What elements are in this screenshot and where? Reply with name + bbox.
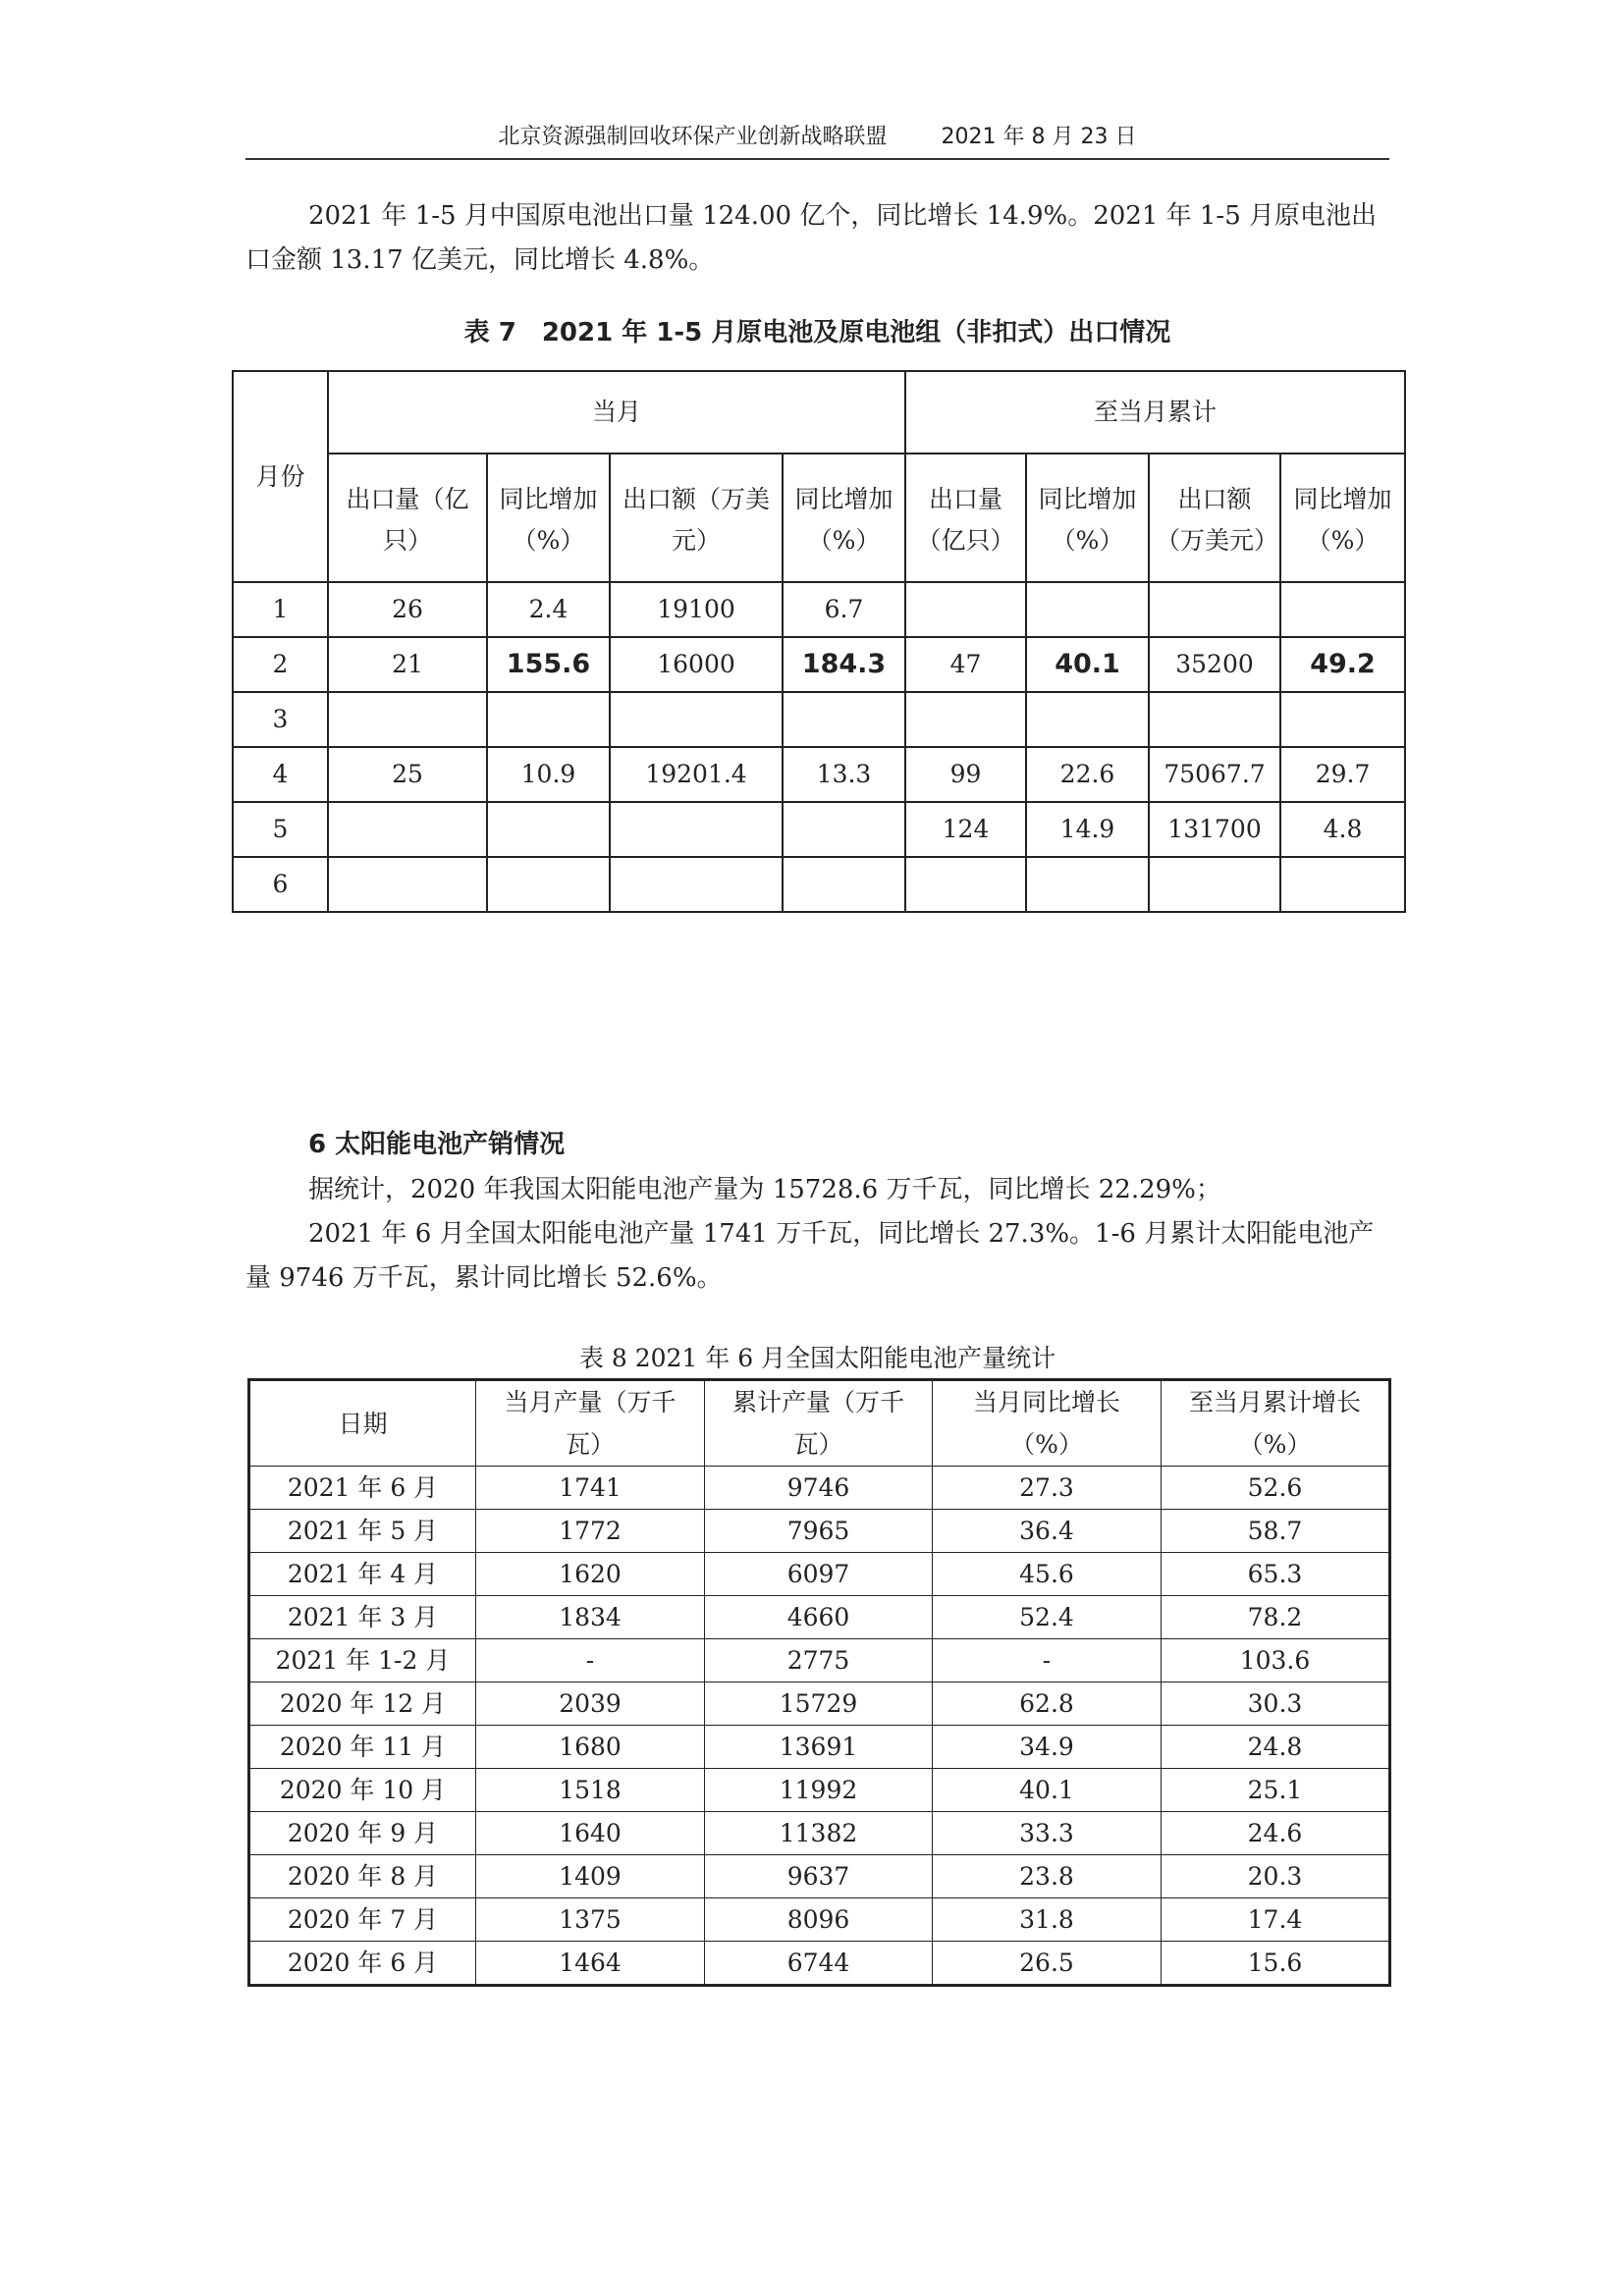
table8-cell: 1620 [476, 1553, 705, 1596]
table7 [232, 370, 1406, 913]
section6-para2: 2021 年 6 月全国太阳能电池产量 1741 万千瓦，同比增长 27.3%。1-6 月累计太阳能电池产量 9746 万千瓦，累计同比增长 52.6%。 [245, 1219, 1375, 1293]
table8-col-header-label: 当月产量（万千瓦） [504, 1388, 677, 1459]
table7-cell: 29.7 [1280, 747, 1405, 802]
header-org: 北京资源强制回收环保产业创新战略联盟 [498, 125, 888, 149]
table7-cell [610, 692, 783, 747]
table7-row [233, 747, 1405, 802]
table8-cell: 17.4 [1162, 1898, 1390, 1942]
table7-cell [328, 857, 487, 912]
table7-cell: 10.9 [487, 747, 610, 802]
table7-cell: 22.6 [1026, 747, 1149, 802]
table8-row [249, 1812, 1390, 1855]
table8-cell: 31.8 [933, 1898, 1162, 1942]
table8-date-cell: 2020 年 10 月 [249, 1769, 476, 1812]
page-header [245, 120, 1389, 160]
table7-row [233, 637, 1405, 692]
table8-cell: 40.1 [933, 1769, 1162, 1812]
table8-cell: 6097 [705, 1553, 933, 1596]
table7-body [233, 582, 1405, 912]
table8-col-header [249, 1380, 476, 1467]
table8-cell: 1518 [476, 1769, 705, 1812]
table7-col-header-label: 同比增加（%） [794, 484, 893, 555]
table7-group-cumulative: 至当月累计 [905, 371, 1405, 454]
table7-col-header-label: 出口量（亿只） [916, 484, 1015, 555]
table8-cell: - [476, 1639, 705, 1682]
table8-row [249, 1942, 1390, 1986]
table8-date-cell: 2021 年 5 月 [249, 1510, 476, 1553]
table8-row [249, 1726, 1390, 1769]
table8-cell: 7965 [705, 1510, 933, 1553]
table8-cell: 34.9 [933, 1726, 1162, 1769]
table7-cell [328, 802, 487, 857]
table8-header-row [249, 1380, 1390, 1467]
header-date: 2021 年 8 月 23 日 [941, 125, 1137, 149]
section6-para1: 据统计，2020 年我国太阳能电池产量为 15728.6 万千瓦，同比增长 22.29%； [308, 1175, 1221, 1204]
intro-paragraph: 2021 年 1-5 月中国原电池出口量 124.00 亿个，同比增长 14.9%。2021 年 1-5 月原电池出口金额 13.17 亿美元，同比增长 4.8%。 [245, 201, 1378, 275]
table7-cell [1280, 582, 1405, 637]
table7-col-header [1149, 454, 1280, 582]
table7-cell: 35200 [1149, 637, 1280, 692]
table8-date-cell: 2020 年 12 月 [249, 1682, 476, 1726]
table8-cell: 15.6 [1162, 1942, 1390, 1986]
table7-cell: 124 [905, 802, 1026, 857]
table8-cell: 4660 [705, 1596, 933, 1639]
table8-cell: 24.6 [1162, 1812, 1390, 1855]
table7-cell [905, 582, 1026, 637]
table7-month-cell: 6 [233, 857, 328, 912]
table7-cell [1026, 692, 1149, 747]
table8-cell: 1680 [476, 1726, 705, 1769]
table8-cell: - [933, 1639, 1162, 1682]
table7-cell [487, 857, 610, 912]
table8-cell: 33.3 [933, 1812, 1162, 1855]
table7-cell [610, 802, 783, 857]
table8-cell: 25.1 [1162, 1769, 1390, 1812]
table7-cell: 99 [905, 747, 1026, 802]
table7-cell [783, 857, 905, 912]
table8-cell: 1772 [476, 1510, 705, 1553]
table8-date-cell: 2021 年 6 月 [249, 1467, 476, 1510]
table8-col-header [1162, 1380, 1390, 1467]
table7-cell: 40.1 [1026, 637, 1149, 692]
table8-cell: 6744 [705, 1942, 933, 1986]
table8-cell: 52.6 [1162, 1467, 1390, 1510]
table7-month-header: 月份 [233, 371, 328, 582]
table8-col-header [476, 1380, 705, 1467]
table8-cell: 20.3 [1162, 1855, 1390, 1898]
table7-caption: 表 7 2021 年 1-5 月原电池及原电池组（非扣式）出口情况 [463, 318, 1171, 347]
table8-cell: 27.3 [933, 1467, 1162, 1510]
table7-cell: 49.2 [1280, 637, 1405, 692]
table7-cell [487, 802, 610, 857]
table8-cell: 11382 [705, 1812, 933, 1855]
table7-cell [783, 802, 905, 857]
table8-cell: 11992 [705, 1769, 933, 1812]
table7-col-header [1280, 454, 1405, 582]
table7-col-header-label: 同比增加（%） [499, 484, 598, 555]
table7-col-header-label: 同比增加（%） [1293, 484, 1392, 555]
table7-cell [1149, 582, 1280, 637]
table8-cell: 58.7 [1162, 1510, 1390, 1553]
table8-date-cell: 2021 年 4 月 [249, 1553, 476, 1596]
table7-cell: 19100 [610, 582, 783, 637]
table8-cell: 2039 [476, 1682, 705, 1726]
table8-cell: 45.6 [933, 1553, 1162, 1596]
table7-row [233, 692, 1405, 747]
table7-month-cell: 4 [233, 747, 328, 802]
table7-col-header [905, 454, 1026, 582]
table8-cell: 36.4 [933, 1510, 1162, 1553]
table7-col-header-label: 出口额（万美元） [1156, 484, 1279, 555]
table7-month-cell: 5 [233, 802, 328, 857]
table8-cell: 1741 [476, 1467, 705, 1510]
table8-cell: 23.8 [933, 1855, 1162, 1898]
table8-cell: 65.3 [1162, 1553, 1390, 1596]
table8-row [249, 1596, 1390, 1639]
table8-col-header-label: 当月同比增长（%） [972, 1388, 1120, 1459]
table7-cell: 6.7 [783, 582, 905, 637]
table7-cell: 25 [328, 747, 487, 802]
table8-cell: 9637 [705, 1855, 933, 1898]
table8-cell: 13691 [705, 1726, 933, 1769]
table7-month-cell: 1 [233, 582, 328, 637]
table7-column-headers [233, 454, 1405, 582]
table7-cell: 16000 [610, 637, 783, 692]
table7-cell: 155.6 [487, 637, 610, 692]
section6-heading: 6 太阳能电池产销情况 [308, 1130, 566, 1159]
table8-col-header-label: 日期 [338, 1409, 388, 1438]
table8-col-header [705, 1380, 933, 1467]
table7-cell [1026, 857, 1149, 912]
table8-cell: 1375 [476, 1898, 705, 1942]
table8-cell: 15729 [705, 1682, 933, 1726]
table8-date-cell: 2021 年 1-2 月 [249, 1639, 476, 1682]
table7-col-header [487, 454, 610, 582]
table8-cell: 1409 [476, 1855, 705, 1898]
table7-cell: 131700 [1149, 802, 1280, 857]
table8-cell: 78.2 [1162, 1596, 1390, 1639]
table7-col-header [783, 454, 905, 582]
table8-caption: 表 8 2021 年 6 月全国太阳能电池产量统计 [578, 1344, 1056, 1372]
table7-col-header-label: 出口量（亿只） [346, 484, 469, 555]
table8-date-cell: 2020 年 8 月 [249, 1855, 476, 1898]
table7-col-header [1026, 454, 1149, 582]
table8-body [249, 1467, 1390, 1986]
table8-row [249, 1682, 1390, 1726]
table8-col-header-label: 至当月累计增长（%） [1188, 1388, 1361, 1459]
table7-cell: 14.9 [1026, 802, 1149, 857]
table8-date-cell: 2020 年 9 月 [249, 1812, 476, 1855]
table8-col-header-label: 累计产量（万千瓦） [731, 1388, 904, 1459]
table8-cell: 30.3 [1162, 1682, 1390, 1726]
table8-cell: 1640 [476, 1812, 705, 1855]
table7-cell: 75067.7 [1149, 747, 1280, 802]
table8-row [249, 1639, 1390, 1682]
table8-cell: 1834 [476, 1596, 705, 1639]
table7-cell: 2.4 [487, 582, 610, 637]
table7-cell [783, 692, 905, 747]
table7-cell [1149, 692, 1280, 747]
table7-cell [328, 692, 487, 747]
table7-cell: 26 [328, 582, 487, 637]
table8 [247, 1378, 1391, 1987]
table8-row [249, 1898, 1390, 1942]
table7-cell [905, 857, 1026, 912]
table7-cell [1280, 692, 1405, 747]
table7-cell [1149, 857, 1280, 912]
table8-cell: 62.8 [933, 1682, 1162, 1726]
table7-month-cell: 3 [233, 692, 328, 747]
table7-cell: 184.3 [783, 637, 905, 692]
table7-cell [1026, 582, 1149, 637]
table7-col-header-label: 同比增加（%） [1038, 484, 1137, 555]
table8-date-cell: 2020 年 6 月 [249, 1942, 476, 1986]
table7-cell: 4.8 [1280, 802, 1405, 857]
table7-col-header-label: 出口额（万美元） [622, 484, 770, 555]
table7-cell: 19201.4 [610, 747, 783, 802]
table7-row [233, 802, 1405, 857]
table7-cell [610, 857, 783, 912]
table7-cell [905, 692, 1026, 747]
table8-cell: 103.6 [1162, 1639, 1390, 1682]
table8-date-cell: 2020 年 7 月 [249, 1898, 476, 1942]
table7-row [233, 857, 1405, 912]
table7-cell: 21 [328, 637, 487, 692]
table8-date-cell: 2021 年 3 月 [249, 1596, 476, 1639]
table7-col-header [610, 454, 783, 582]
table7-col-header [328, 454, 487, 582]
table7-month-cell: 2 [233, 637, 328, 692]
table8-row [249, 1467, 1390, 1510]
table7-cell: 47 [905, 637, 1026, 692]
table8-col-header [933, 1380, 1162, 1467]
table8-row [249, 1855, 1390, 1898]
table7-cell [1280, 857, 1405, 912]
table7-cell [487, 692, 610, 747]
table8-cell: 9746 [705, 1467, 933, 1510]
table8-cell: 24.8 [1162, 1726, 1390, 1769]
table8-cell: 52.4 [933, 1596, 1162, 1639]
table8-cell: 8096 [705, 1898, 933, 1942]
table8-date-cell: 2020 年 11 月 [249, 1726, 476, 1769]
table7-cell: 13.3 [783, 747, 905, 802]
table8-cell: 26.5 [933, 1942, 1162, 1986]
table8-cell: 1464 [476, 1942, 705, 1986]
table7-row [233, 582, 1405, 637]
table7-group-current: 当月 [328, 371, 905, 454]
table8-row [249, 1769, 1390, 1812]
table8-cell: 2775 [705, 1639, 933, 1682]
table8-row [249, 1553, 1390, 1596]
table8-row [249, 1510, 1390, 1553]
